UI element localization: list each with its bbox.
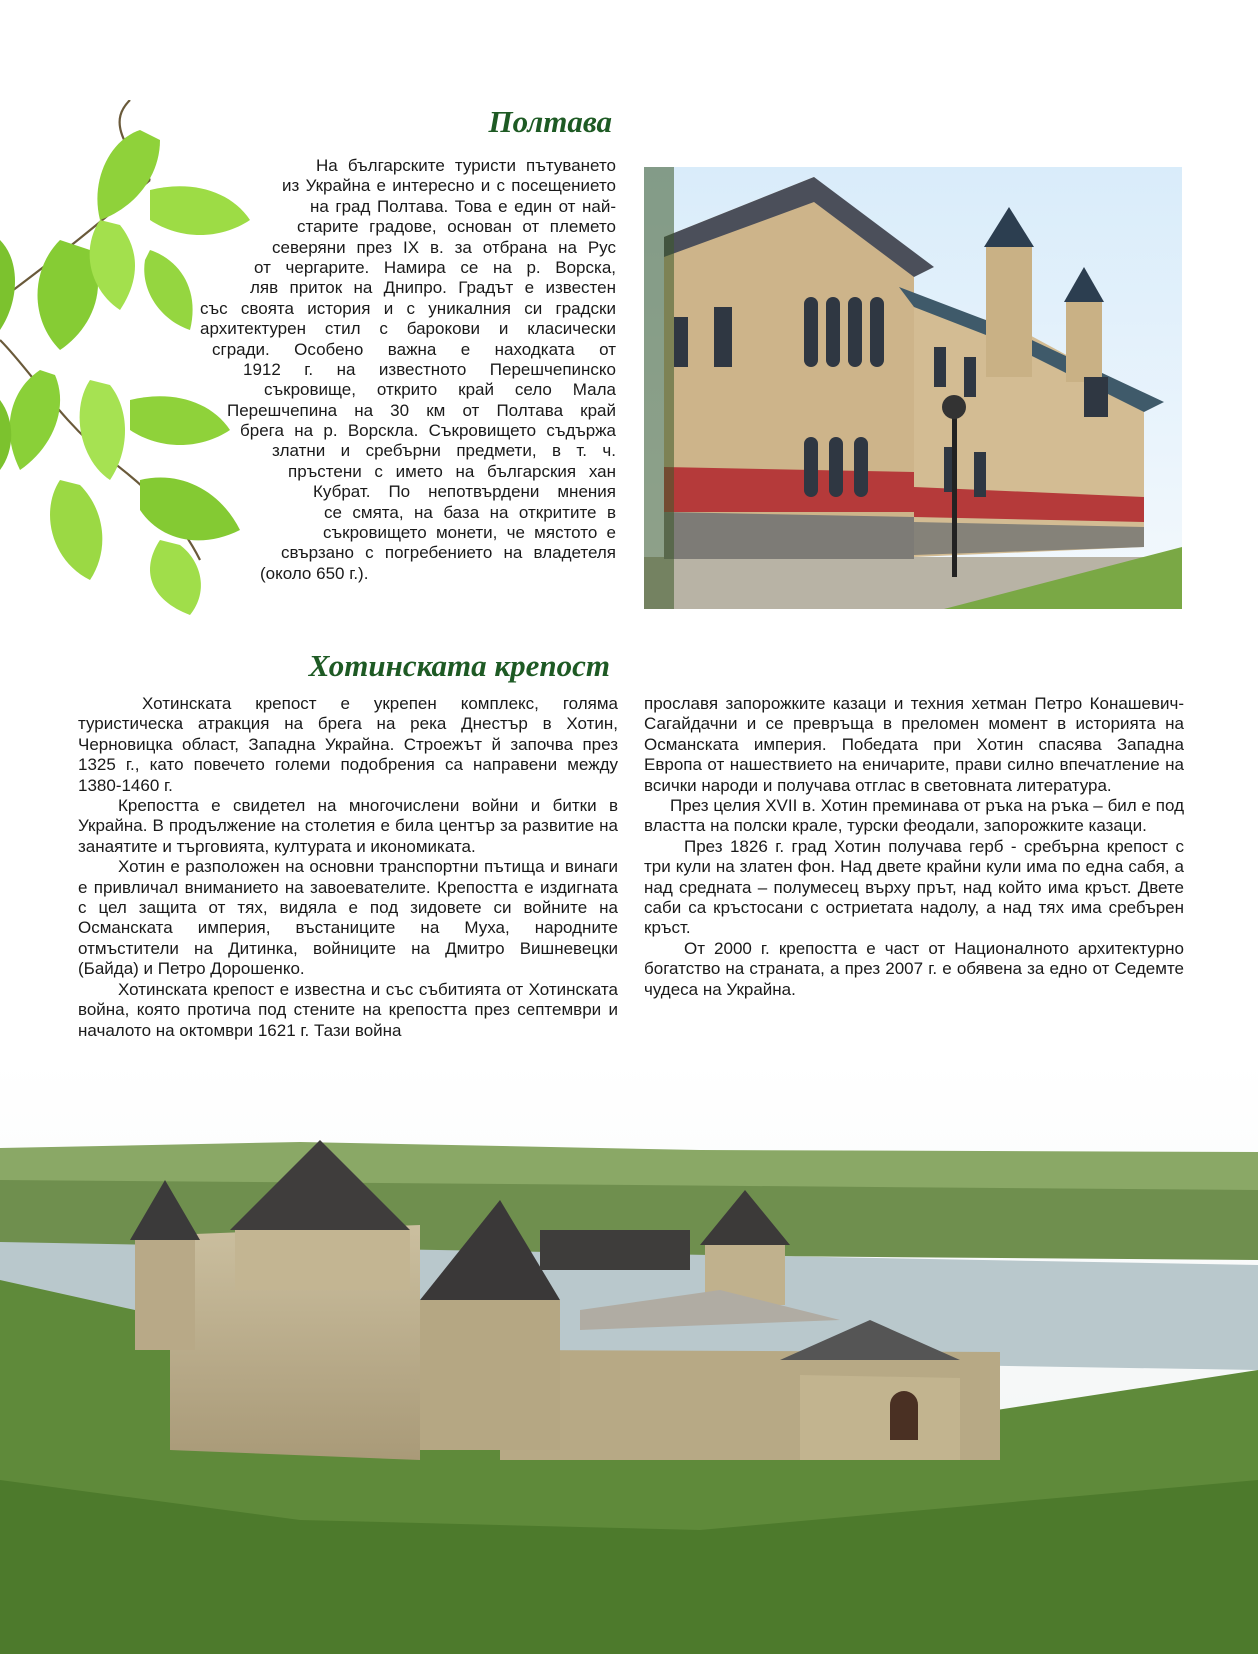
khotyn-text-left-column [78,694,618,1041]
poltava-line: брега на р. Ворскла. Съкровището съдържа [240,421,616,441]
poltava-line: Кубрат. По непотвърдени мнения [313,482,616,502]
khotyn-text-right-column [644,694,1184,1000]
poltava-line: из Украйна е интересно и с посещението [282,176,616,196]
poltava-line: (около 650 г.). [260,563,369,583]
paragraph: От 2000 г. крепостта е част от Националното архитектурно богатство на страната, а през 2007 г. е обявена за едно от Седемте чудеса на Украйна. [644,938,1184,999]
paragraph: През 1826 г. град Хотин получава герб - сребърна крепост с три кули на златен фон. Над двете крайни кули има по една сабя, а над средната – полумесец върху прът, над който има кръст. Двете саби са кръстосани с остриетата надолу, а над тях има сребърен кръст. [644,836,1184,938]
poltava-line: 1912 г. на известното Перешчепинско [243,359,616,379]
poltava-line: северяни през IX в. за отбрана на Рус [272,237,616,257]
poltava-museum-photo [644,167,1182,609]
paragraph: Хотинската крепост е укрепен комплекс, голяма туристическа атракция на брега на река Днестър в Хотин, Черновицка област, Западна Украйна. Строежът й започва през 1325 г., като повечето големи подобрения са направени между 1380-1460 г. [78,694,618,795]
paragraph: През целия XVII в. Хотин преминава от ръка на ръка – бил е под властта на полски крале, турски феодали, запорожките казаци. [644,796,1184,836]
paragraph: Хотинската крепост е известна и със събитията от Хотинската война, която протича под стените на крепостта през септември и началото на октомври 1621 г. Тази война [78,979,618,1040]
poltava-line: съкровището монети, че мястото е [323,523,616,543]
poltava-line: на град Полтава. Това е един от най- [310,196,616,216]
poltava-heading: Полтава [488,104,612,139]
khotyn-heading: Хотинската крепост [308,648,610,683]
poltava-line: сгради. Особено важна е находката от [212,339,616,359]
khotyn-fortress-photo [0,1060,1258,1654]
poltava-line: На българските туристи пътуването [316,156,616,175]
poltava-line: пръстени с името на българския хан [288,461,616,481]
poltava-line: златни и сребърни предмети, в т. ч. [272,441,616,461]
poltava-line: ляв приток на Днипро. Градът е известен [250,278,616,298]
poltava-line: се смята, на база на откритите в [324,502,616,522]
poltava-text [180,156,616,584]
poltava-line: със своята история и с уникалния си градски [200,298,616,318]
paragraph: Крепостта е свидетел на многочислени войни и битки в Украйна. В продължение на столетия е била център за развитие на занаятите и търговията, културата и икономиката. [78,796,618,856]
poltava-line: от чергарите. Намира се на р. Ворска, [254,257,616,277]
poltava-line: старите градове, основан от племето [297,217,616,237]
paragraph: прославя запорожките казаци и техния хетман Петро Конашевич-Сагайдачни и се превръща в преломен момент в историята на Османската империя. Победата при Хотин спасява Западна Европа от нашествието на еничарите, прави силно впечатление на всички народи и получава отглас в световната литература. [644,694,1184,795]
poltava-line: архитектурен стил с барокови и класически [200,319,616,339]
poltava-line: Перешчепина на 30 км от Полтава край [227,400,616,420]
paragraph: Хотин е разположен на основни транспортни пътища и винаги е привличал вниманието на завоевателите. Крепостта е издигната с цел защита от тях, видяла е под зидовете си войните на Османската империя, въстаниците на Муха, народните отмъстители на Дитинка, войниците на Дмитро Вишневецки (Байда) и Петро Дорошенко. [78,857,618,979]
poltava-line: съкровище, открито край село Мала [264,380,616,400]
poltava-line: свързано с погребението на владетеля [281,543,616,563]
